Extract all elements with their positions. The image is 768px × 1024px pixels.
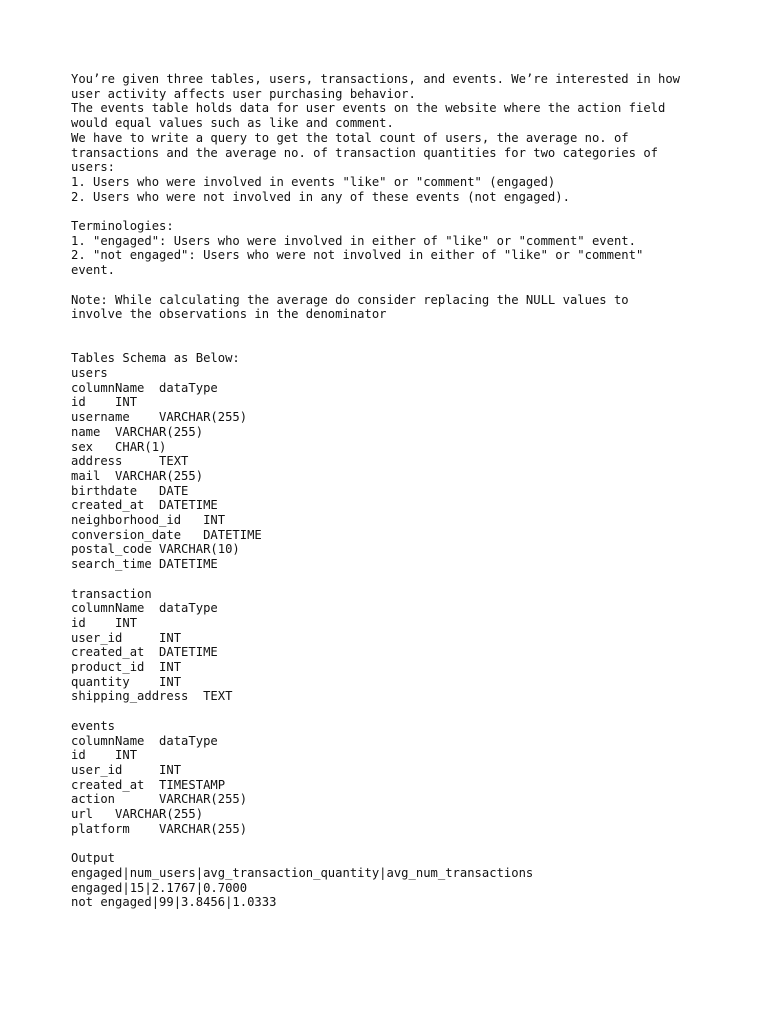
document-line: 1. Users who were involved in events "like" or "comment" (engaged) <box>71 174 556 189</box>
document-line: The events table holds data for user events on the website where the action field <box>71 101 666 116</box>
document-line: action VARCHAR(255) <box>71 792 248 807</box>
document-line: search_time DATETIME <box>71 557 218 572</box>
document-line <box>71 204 731 219</box>
document-line: columnName dataType <box>71 733 218 748</box>
document-line: You’re given three tables, users, transactions, and events. We’re interested in how <box>71 72 681 86</box>
document-line: user activity affects user purchasing behavior. <box>71 86 416 101</box>
document-line: platform VARCHAR(255) <box>71 821 248 836</box>
document-line: username VARCHAR(255) <box>71 410 248 425</box>
document-line: birthdate DATE <box>71 483 189 498</box>
document-line: conversion_date DATETIME <box>71 527 262 542</box>
document-line: users: <box>71 160 116 175</box>
document-line: Terminologies: <box>71 219 174 234</box>
document-line: url VARCHAR(255) <box>71 807 204 822</box>
document-line: events <box>71 718 116 733</box>
document-line: user_id INT <box>71 762 182 777</box>
document-line: sex CHAR(1) <box>71 439 167 454</box>
document-line: Output <box>71 851 116 866</box>
document-line <box>71 278 731 293</box>
document-line: created_at DATETIME <box>71 498 218 513</box>
document-line: would equal values such as like and comment. <box>71 116 394 131</box>
document-line <box>71 322 731 337</box>
document-line: transactions and the average no. of transaction quantities for two categories of <box>71 145 658 160</box>
document-line: Note: While calculating the average do consider replacing the NULL values to <box>71 292 629 307</box>
document-line: created_at TIMESTAMP <box>71 777 226 792</box>
document-line: user_id INT <box>71 630 182 645</box>
document-line: id INT <box>71 395 138 410</box>
document-body <box>71 72 731 910</box>
document-line: neighborhood_id INT <box>71 513 226 528</box>
document-line: not engaged|99|3.8456|1.0333 <box>71 895 277 910</box>
document-line: quantity INT <box>71 674 182 689</box>
document-line: name VARCHAR(255) <box>71 424 204 439</box>
document-line: id INT <box>71 615 138 630</box>
document-line <box>71 704 731 719</box>
document-line: shipping_address TEXT <box>71 689 233 704</box>
document-line: transaction <box>71 586 152 601</box>
document-line: 1. "engaged": Users who were involved in either of "like" or "comment" event. <box>71 233 636 248</box>
document-line: mail VARCHAR(255) <box>71 468 204 483</box>
document-line: 2. "not engaged": Users who were not involved in either of "like" or "comment" <box>71 248 644 263</box>
document-line: engaged|num_users|avg_transaction_quantity|avg_num_transactions <box>71 865 534 880</box>
document-line: postal_code VARCHAR(10) <box>71 542 240 557</box>
document-line: We have to write a query to get the total count of users, the average no. of <box>71 130 629 145</box>
document-line: columnName dataType <box>71 380 218 395</box>
document-line: columnName dataType <box>71 601 218 616</box>
document-line: Tables Schema as Below: <box>71 351 240 366</box>
document-line: engaged|15|2.1767|0.7000 <box>71 880 248 895</box>
document-line <box>71 337 731 352</box>
document-line: product_id INT <box>71 660 182 675</box>
document-line <box>71 572 731 587</box>
document-line: 2. Users who were not involved in any of these events (not engaged). <box>71 189 570 204</box>
document-line: created_at DATETIME <box>71 645 218 660</box>
document-line: event. <box>71 263 116 278</box>
document-line: users <box>71 366 108 380</box>
document-line <box>71 836 731 851</box>
document-line: id INT <box>71 748 138 763</box>
document-line: address TEXT <box>71 454 189 469</box>
document-line: involve the observations in the denominator <box>71 307 387 322</box>
